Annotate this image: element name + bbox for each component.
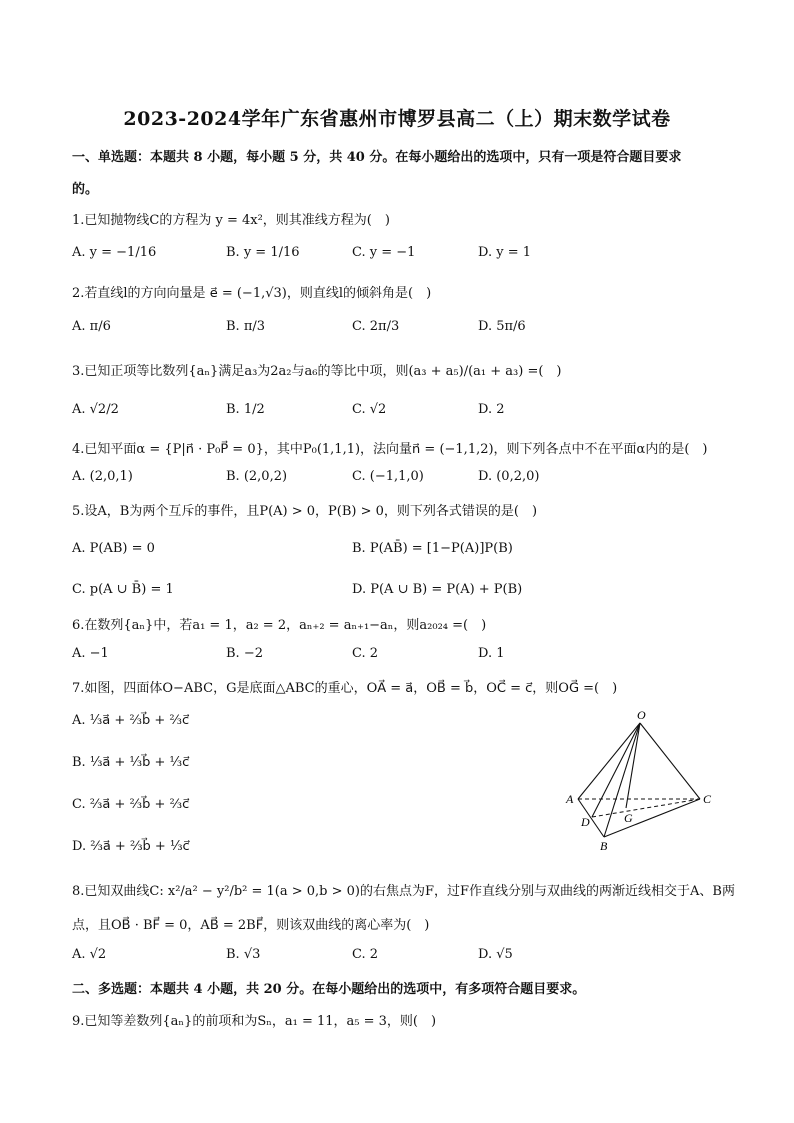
edge-oa	[578, 723, 640, 799]
question-2-option-d: D. 5π/6	[478, 319, 526, 334]
question-3-option-a: A. √2/2	[72, 402, 119, 417]
question-1-option-a: A. y = −1/16	[72, 245, 157, 260]
question-3-option-d: D. 2	[478, 402, 505, 417]
question-8-option-a: A. √2	[72, 947, 107, 962]
question-1-option-d: D. y = 1	[478, 245, 531, 260]
question-8-stem: 8.已知双曲线C: x²/a² − y²/b² = 1(a > 0,b > 0)的右焦点为F，过F作直线分别与双曲线的两渐近线相交于A、B两	[72, 884, 735, 899]
question-5-option-a: A. P(AB) = 0	[72, 541, 155, 556]
median-dc-hidden	[592, 799, 700, 817]
question-7-option-b: B. ⅓a⃗ + ⅓b⃗ + ⅓c⃗	[72, 755, 190, 770]
question-6-option-c: C. 2	[352, 646, 379, 661]
question-8-option-d: D. √5	[478, 947, 513, 962]
question-5-option-b: B. P(AB̄) = [1−P(A)]P(B)	[352, 541, 513, 556]
tetrahedron-figure	[560, 705, 720, 855]
question-4-option-a: A. (2,0,1)	[72, 469, 133, 484]
question-8-option-c: C. 2	[352, 947, 379, 962]
edge-ob	[604, 723, 640, 837]
question-7-option-d: D. ⅔a⃗ + ⅔b⃗ + ⅓c⃗	[72, 839, 190, 854]
question-6-option-a: A. −1	[72, 646, 109, 661]
question-4-option-c: C. (−1,1,0)	[352, 469, 424, 484]
label-c: C	[703, 792, 712, 806]
question-1-stem: 1.已知抛物线C的方程为 y = 4x²，则其准线方程为( )	[72, 213, 390, 228]
section-multiple-choice: 二、多选题：本题共 4 小题，共 20 分。在每小题给出的选项中，有多项符合题目要求。	[72, 982, 586, 997]
question-6-option-b: B. −2	[226, 646, 263, 661]
question-7-stem: 7.如图，四面体O−ABC，G是底面△ABC的重心，OA⃗ = a⃗，OB⃗ = b⃗，OC⃗ = c⃗，则OG⃗ =( )	[72, 681, 618, 696]
question-2-option-b: B. π/3	[226, 319, 266, 334]
edge-oc	[640, 723, 700, 799]
label-o: O	[637, 708, 646, 722]
question-7-option-c: C. ⅔a⃗ + ⅔b⃗ + ⅔c⃗	[72, 797, 190, 812]
question-6-stem: 6.在数列{aₙ}中，若a₁ = 1，a₂ = 2，aₙ₊₂ = aₙ₊₁−aₙ，则a₂₀₂₄ =( )	[72, 618, 487, 633]
question-5-option-c: C. p(A ∪ B̄) = 1	[72, 582, 174, 597]
label-g: G	[624, 811, 633, 825]
question-3-option-b: B. 1/2	[226, 402, 265, 417]
question-2-option-c: C. 2π/3	[352, 319, 400, 334]
section-single-choice: 一、单选题：本题共 8 小题，每小题 5 分，共 40 分。在每小题给出的选项中，只有一项是符合题目要求	[72, 150, 682, 165]
label-d: D	[581, 815, 590, 829]
question-9-stem: 9.已知等差数列{aₙ}的前项和为Sₙ，a₁ = 11，a₅ = 3，则( )	[72, 1014, 437, 1029]
edge-bc	[604, 799, 700, 837]
question-5-stem: 5.设A，B为两个互斥的事件，且P(A) > 0，P(B) > 0，则下列各式错误的是( )	[72, 504, 538, 519]
label-b: B	[600, 839, 608, 853]
question-4-option-d: D. (0,2,0)	[478, 469, 540, 484]
question-6-option-d: D. 1	[478, 646, 505, 661]
question-2-option-a: A. π/6	[72, 319, 111, 334]
question-4-stem: 4.已知平面α = {P|n⃗ · P₀P⃗ = 0}，其中P₀(1,1,1)，法向量n⃗ = (−1,1,2)，则下列各点中不在平面α内的是( )	[72, 442, 708, 457]
question-5-option-d: D. P(A ∪ B) = P(A) + P(B)	[352, 582, 523, 597]
page-title: 2023-2024学年广东省惠州市博罗县高二（上）期末数学试卷	[123, 108, 671, 130]
section-single-choice-cont: 的。	[72, 182, 99, 197]
question-7-option-a: A. ⅓a⃗ + ⅔b⃗ + ⅔c⃗	[72, 713, 190, 728]
question-3-stem: 3.已知正项等比数列{aₙ}满足a₃为2a₂与a₆的等比中项，则(a₃ + a₅)/(a₁ + a₃) =( )	[72, 364, 562, 379]
question-8-option-b: B. √3	[226, 947, 261, 962]
question-2-stem: 2.若直线l的方向向量是 e⃗ = (−1,√3)，则直线l的倾斜角是( )	[72, 286, 432, 301]
question-3-option-c: C. √2	[352, 402, 387, 417]
question-1-option-c: C. y = −1	[352, 245, 416, 260]
question-1-option-b: B. y = 1/16	[226, 245, 300, 260]
question-4-option-b: B. (2,0,2)	[226, 469, 288, 484]
label-a: A	[566, 792, 574, 806]
question-8-stem-cont: 点，且OB⃗ · BF⃗ = 0，AB⃗ = 2BF⃗，则该双曲线的离心率为( )	[72, 918, 430, 933]
